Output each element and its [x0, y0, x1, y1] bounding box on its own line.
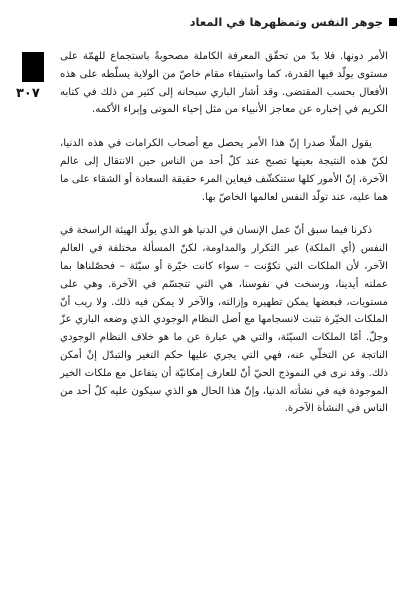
paragraph-1: الأمر دونها. فلا بدّ من تحقّق المعرفة الكاملة مصحوبةً باستجماع للهمّة على مستوى يولّد فيها القدرة، كما واستيفاء مقام خاصّ من الولاية يسلّطه على هذه الأفعال بحسب المقتضى. وقد أشار الباري سبحانه إلى كثير من ذلك في كتابه الكريم في إخباره عن معاجز الأنبياء من مثل إحياء الموتى وإبراء الأكمه. — [60, 51, 388, 116]
header-title: جوهر النفس وتمظهرها في المعاد — [189, 15, 383, 29]
paragraph-2: يقول الملّا صدرا إنّ هذا الأمر يحصل مع أصحاب الكرامات في هذه الدنيا، لكنّ هذه النتيجة بعينها تصبح عند كلّ أحد من الناس حين الانتقال إلى عالم الآخرة، إنّ الأمور كلها ستتكشّف فيعاين المرء حقيقة السعادة أو الشقاء على ما هما عليه، عند تولّد النفس لعالمها الخاصّ بها. — [60, 138, 388, 203]
body-text — [60, 48, 388, 418]
header-square-marker — [389, 18, 397, 26]
paragraph-3: ذكرنا فيما سبق أنّ عمل الإنسان في الدنيا هو الذي يولّد الهيئة الراسخة في النفس (أي الملكة) عبر التكرار والمداومة، لكنّ المسألة مختلفة في العالم الآخر، لأن الملكات التي تكوّنت – سواء كانت خيّرة أو سيّئة – فحصّلناها بما عملته أيدينا، ورسخت في نفوسنا، هي التي تتجسّم في الآخرة. وهي على مستويات، فبعضها يمكن تطهيره وإزالته، والآخر لا يمكن فيه ذلك. ولا ريب أنّ الملكات الخيّرة تثبت لانسجامها مع أصل النظام الوجودي الذي وضعه الباري عزّ وجلّ. أمّا الملكات السيّئة، والتي هي عبارة عن ما هو خلاف النظام الوجودي الناتجة عن التخلّي عنه، فهي التي يجري عليها حكم التغير والتبدّل إنْ أمكن ذلك. وقد نرى في النموذج الحيّ أنّ للعارف إمكانيّة أن يتفاعل مع ملكات الخير الموجودة فيه في نشأته الدنيا، وإنّ هذا الحال هو الذي سيكون عليه كلّ أحد من الناس في النشأة الآخرة. — [60, 225, 388, 415]
page-number-tab — [22, 52, 44, 82]
page-number: ٣٠٧ — [16, 86, 40, 101]
running-header — [97, 12, 397, 32]
